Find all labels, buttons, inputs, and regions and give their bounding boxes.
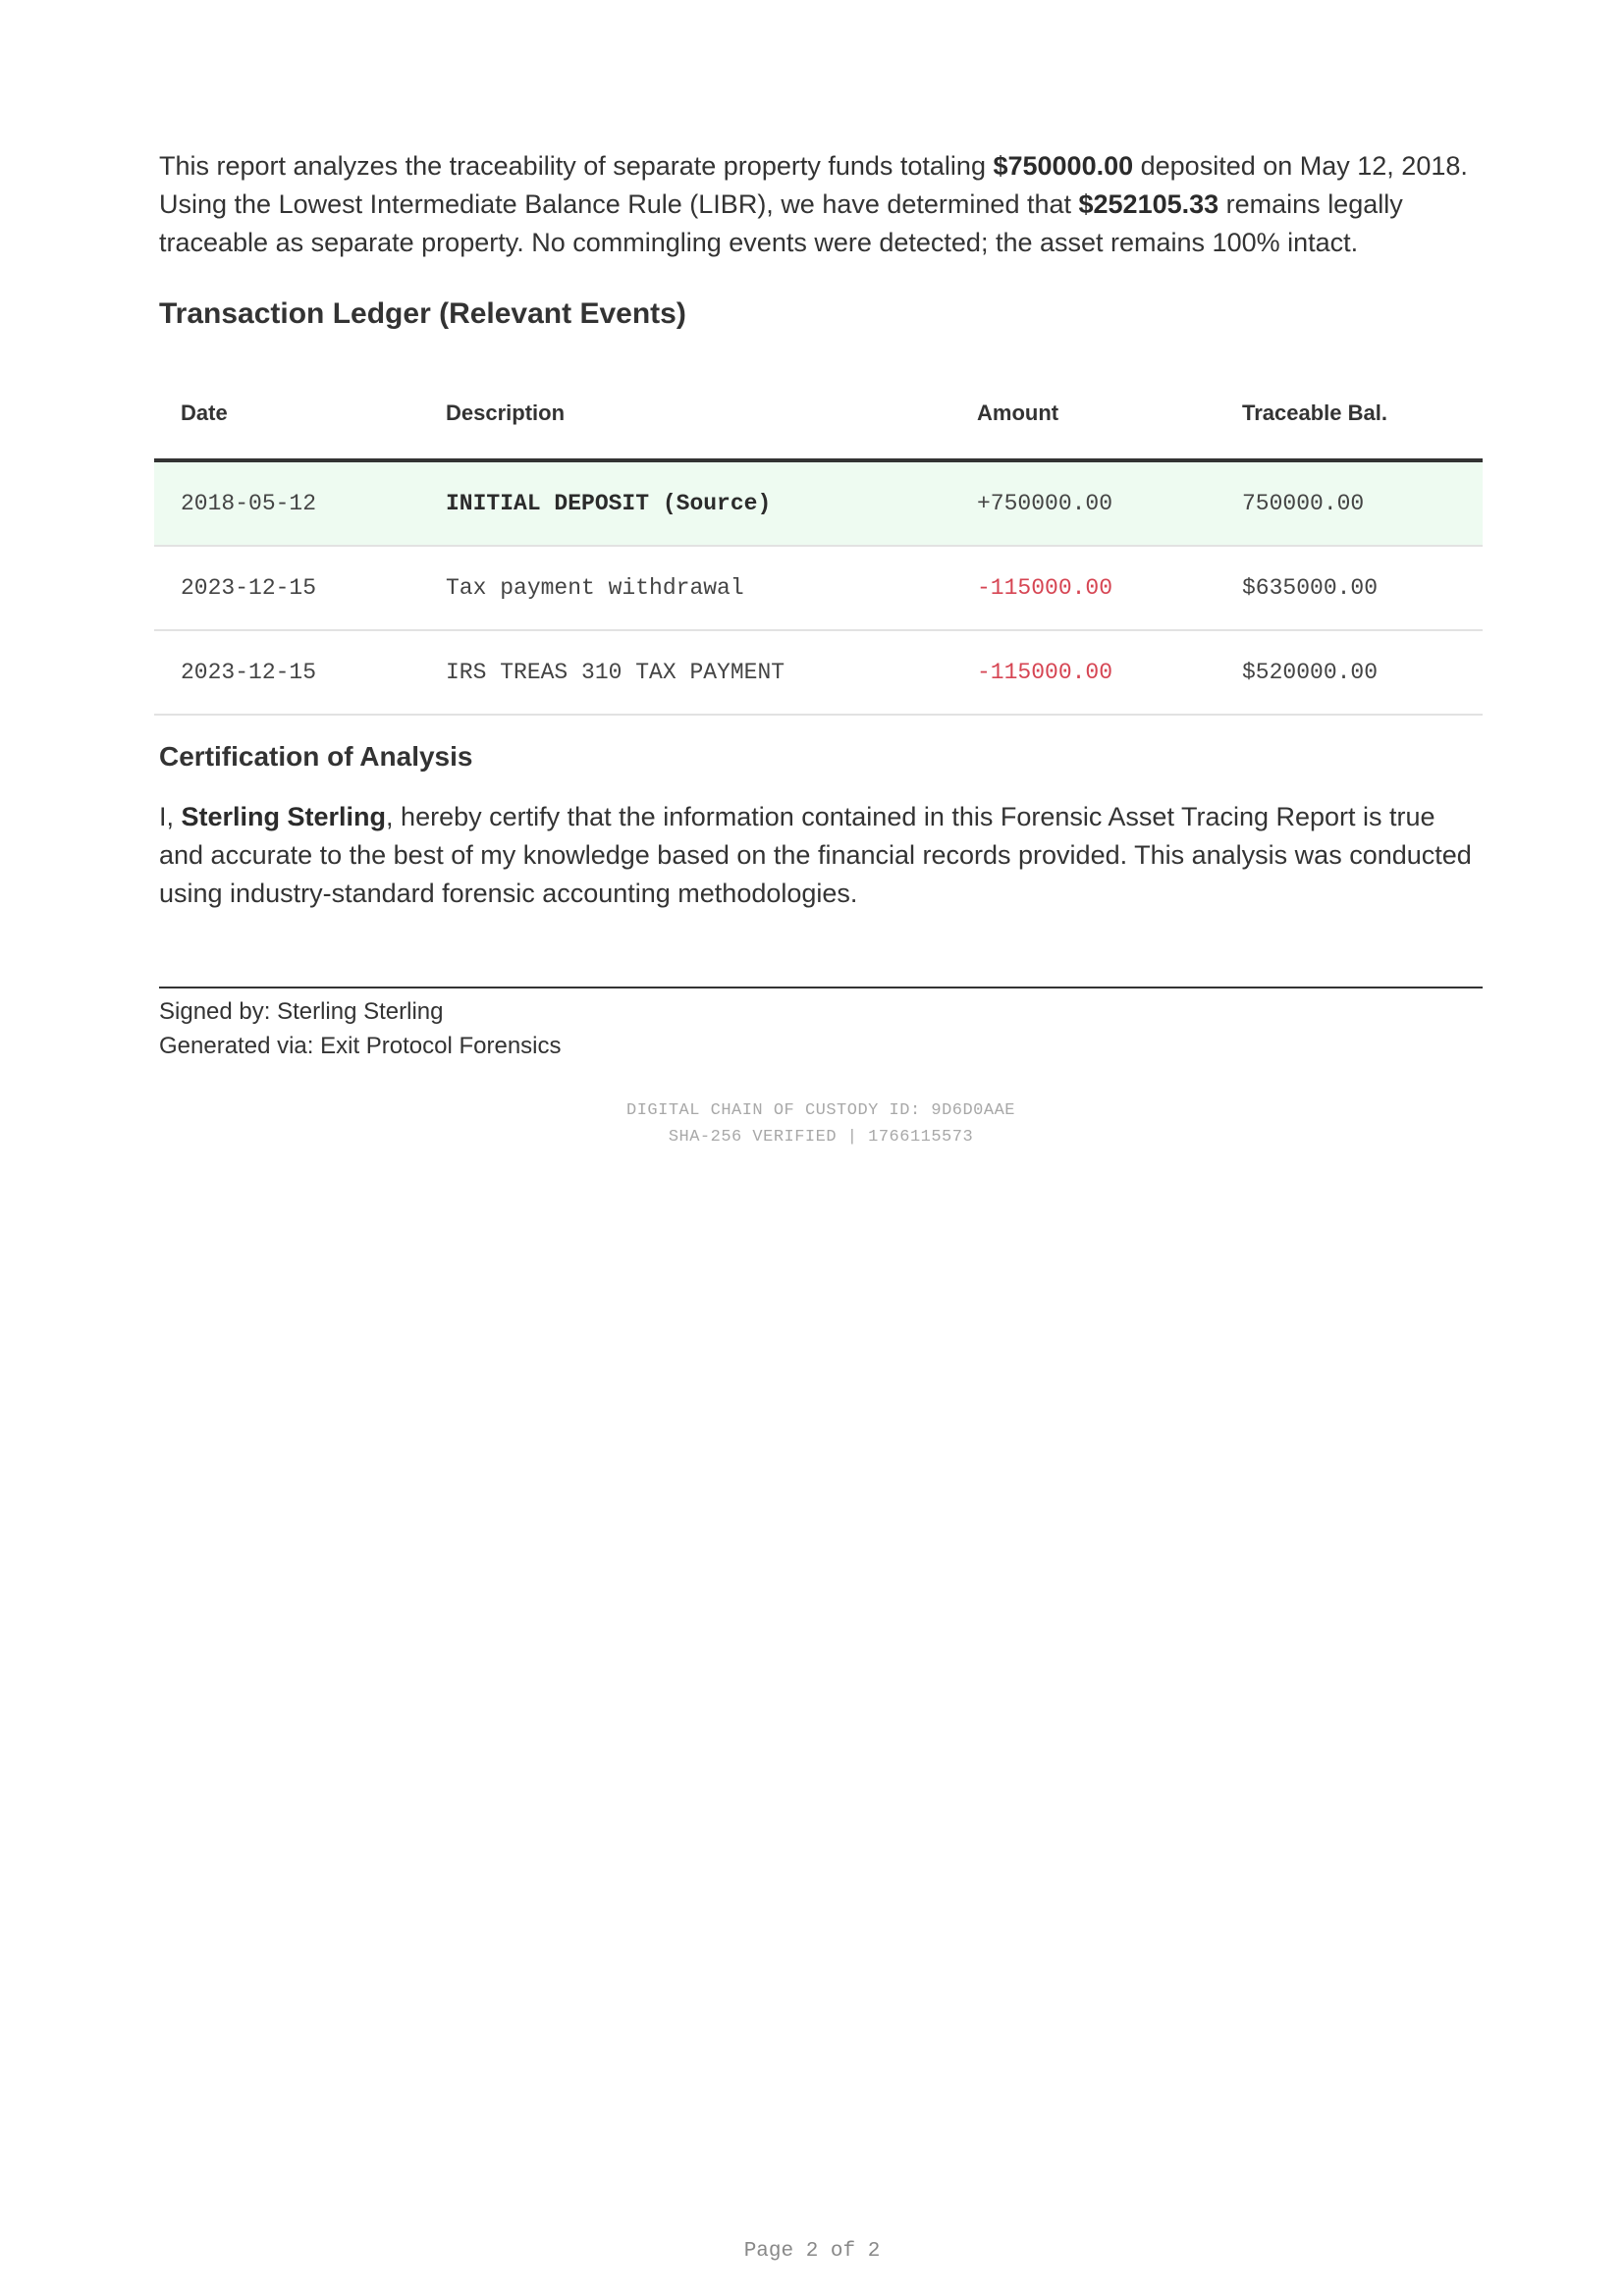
cell-date: 2018-05-12	[154, 460, 419, 546]
chain-of-custody	[159, 1097, 1483, 1150]
cell-description: INITIAL DEPOSIT (Source)	[419, 460, 950, 546]
cell-amount: +750000.00	[950, 460, 1216, 546]
cell-description: IRS TREAS 310 TAX PAYMENT	[419, 630, 950, 715]
signed-by: Signed by: Sterling Sterling	[159, 998, 444, 1025]
certification-paragraph	[159, 798, 1483, 913]
cell-amount: -115000.00	[950, 630, 1216, 715]
table-row	[154, 630, 1483, 715]
summary-text-3: remains legally traceable as separate property. No commingling events were detected; the asset remains 100% intact.	[159, 189, 1403, 257]
certification-title: Certification of Analysis	[159, 741, 473, 772]
cell-date: 2023-12-15	[154, 546, 419, 630]
summary-paragraph	[159, 147, 1483, 262]
report-page	[159, 147, 1483, 1150]
sha-verification: SHA-256 VERIFIED | 1766115573	[668, 1128, 974, 1147]
certification-prefix: I,	[159, 802, 182, 831]
signature-block	[159, 987, 1483, 1063]
transaction-ledger-table	[154, 368, 1483, 716]
deposit-total: $750000.00	[993, 151, 1134, 181]
column-header-amount: Amount	[950, 368, 1216, 460]
cell-date: 2023-12-15	[154, 630, 419, 715]
certifier-name: Sterling Sterling	[181, 802, 387, 831]
generated-via: Generated via: Exit Protocol Forensics	[159, 1033, 562, 1059]
table-row	[154, 460, 1483, 546]
cell-balance: $635000.00	[1216, 546, 1483, 630]
table-row	[154, 546, 1483, 630]
cell-description: Tax payment withdrawal	[419, 546, 950, 630]
column-header-date: Date	[154, 368, 419, 460]
certification-body: , hereby certify that the information contained in this Forensic Asset Tracing Report is true and accurate to the best of my knowledge based on the financial records provided. This analysis was conducted using industry-standard forensic accounting methodologies.	[159, 802, 1472, 908]
cell-balance: $520000.00	[1216, 630, 1483, 715]
traceable-amount: $252105.33	[1078, 189, 1219, 219]
page-number: Page 2 of 2	[743, 2240, 881, 2263]
cell-balance: 750000.00	[1216, 460, 1483, 546]
table-header-row	[154, 368, 1483, 460]
column-header-traceable-balance: Traceable Bal.	[1216, 368, 1483, 460]
summary-text-1: This report analyzes the traceability of separate property funds totaling	[159, 151, 994, 181]
column-header-description: Description	[419, 368, 950, 460]
cell-amount: -115000.00	[950, 546, 1216, 630]
summary-text-2: deposited on May 12, 2018. Using the Lowest Intermediate Balance Rule (LIBR), we have determined that	[159, 151, 1468, 219]
custody-id: DIGITAL CHAIN OF CUSTODY ID: 9D6D0AAE	[626, 1101, 1015, 1120]
ledger-title: Transaction Ledger (Relevant Events)	[159, 297, 686, 330]
